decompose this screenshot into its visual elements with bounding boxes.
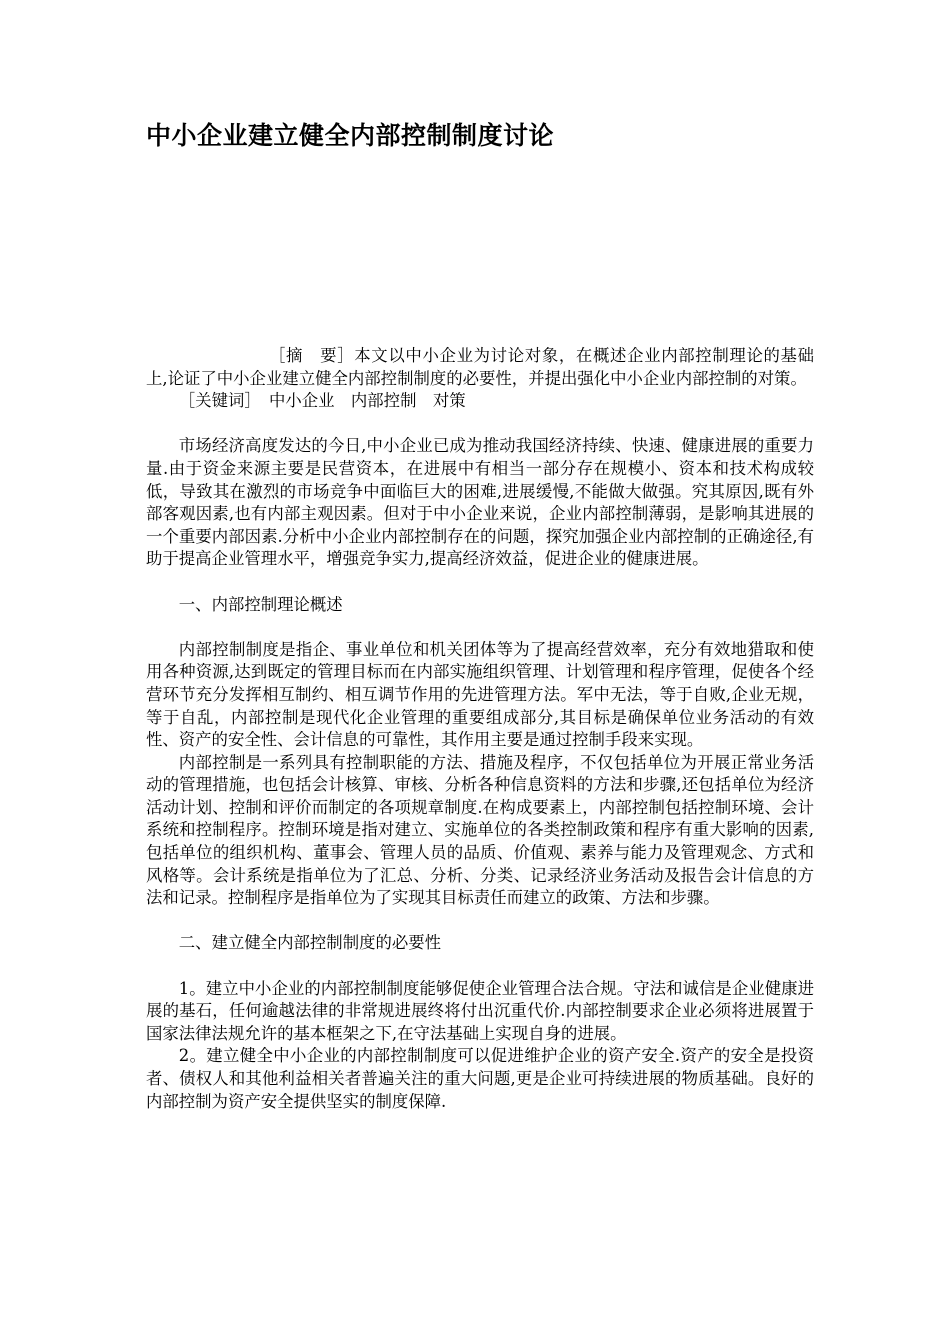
document-title: 中小企业建立健全内部控制制度讨论	[146, 121, 555, 150]
section1-heading: 一、内部控制理论概述	[178, 594, 343, 614]
section1-paragraph-2: 内部控制是一系列具有控制职能的方法、措施及程序，不仅包括单位为开展正常业务活动的管理措施，也包括会计核算、审核、分析各种信息资料的方法和步骤,还包括单位为经济活动计划、控制和评价而制定的各项规章制度.在构成要素上，内部控制包括控制环境、会计系统和控制程序。控制环境是指对建立、实施单位的各类控制政策和程序有重大影响的因素,包括单位的组织机构、董事会、管理人员的品质、价值观、素养与能力及管理观念、方式和风格等。会计系统是指单位为了汇总、分析、分类、记录经济业务活动及报告会计信息的方法和记录。控制程序是指单位为了实现其目标责任而建立的政策、方法和步骤。	[146, 752, 814, 908]
intro-paragraph: 市场经济高度发达的今日,中小企业已成为推动我国经济持续、快速、健康进展的重要力量.由于资金来源主要是民营资本，在进展中有相当一部分存在规模小、资本和技术构成较低，导致其在激烈的市场竞争中面临巨大的困难,进展缓慢,不能做大做强。究其原因,既有外部客观因素,也有内部主观因素。但对于中小企业来说，企业内部控制薄弱，是影响其进展的一个重要内部因素.分析中小企业内部控制存在的问题，探究加强企业内部控制的正确途径,有助于提高企业管理水平，增强竞争实力,提高经济效益，促进企业的健康进展。	[146, 436, 814, 569]
section2-heading: 二、建立健全内部控制制度的必要性	[178, 933, 442, 953]
section1-paragraph-1: 内部控制制度是指企、事业单位和机关团体等为了提高经营效率，充分有效地猎取和使用各种资源,达到既定的管理目标而在内部实施组织管理、计划管理和程序管理，促使各个经营环节充分发挥相互制约、相互调节作用的先进管理方法。军中无法，等于自败,企业无规，等于自乱，内部控制是现代化企业管理的重要组成部分,其目标是确保单位业务活动的有效性、资产的安全性、会计信息的可靠性，其作用主要是通过控制手段来实现。	[146, 639, 814, 750]
document-body	[146, 345, 814, 1113]
keywords: ［关键词］ 中小企业 内部控制 对策	[178, 391, 466, 411]
abstract: ［摘 要］本文以中小企业为讨论对象，在概述企业内部控制理论的基础上,论证了中小企业建立健全内部控制制度的必要性，并提出强化中小企业内部控制的对策。	[146, 346, 814, 388]
section2-paragraph-2: 2。建立健全中小企业的内部控制制度可以促进维护企业的资产安全.资产的安全是投资者、债权人和其他利益相关者普遍关注的重大问题,更是企业可持续进展的物质基础。良好的内部控制为资产安全提供坚实的制度保障.	[146, 1046, 814, 1111]
section2-paragraph-1: 1。建立中小企业的内部控制制度能够促使企业管理合法合规。守法和诚信是企业健康进展的基石，任何逾越法律的非常规进展终将付出沉重代价.内部控制要求企业必须将进展置于国家法律法规允许的基本框架之下,在守法基础上实现自身的进展。	[146, 978, 814, 1043]
